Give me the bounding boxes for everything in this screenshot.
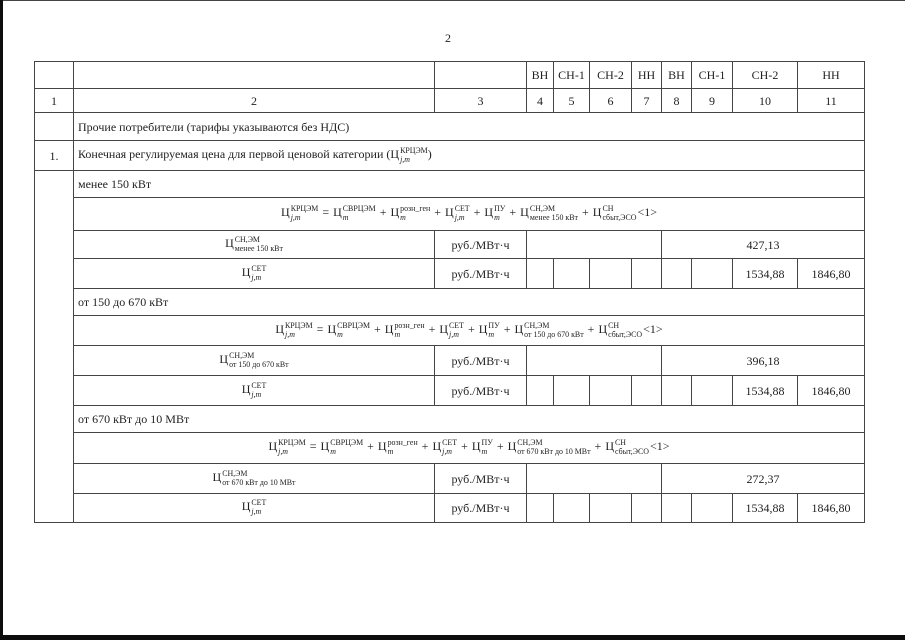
symbol-base: Ц <box>484 205 494 220</box>
sn-em-unit: руб./МВт·ч <box>435 346 527 376</box>
formula-operator: + <box>421 439 429 454</box>
symbol-superscript: СЕТ <box>442 438 458 448</box>
symbol-superscript: ПУ <box>488 320 500 330</box>
formula-expression <box>268 438 670 457</box>
formula-term <box>384 320 425 339</box>
column-number-cell: 8 <box>662 89 692 113</box>
set-unit: руб./МВт·ч <box>435 494 527 523</box>
set-unit: руб./МВт·ч <box>435 259 527 289</box>
symbol-indices <box>343 205 376 223</box>
symbol-subscript: j,m <box>251 389 262 399</box>
formula-term <box>592 204 637 223</box>
group-title: Прочие потребители (тарифы указываются без НДС) <box>74 113 865 141</box>
symbol-subscript: от 670 кВт до 10 МВт <box>517 447 591 457</box>
symbol-indices <box>229 352 288 370</box>
symbol-base: Ц <box>333 205 342 220</box>
symbol-base: Ц <box>275 321 285 336</box>
set-row <box>35 494 865 523</box>
empty-cell <box>590 376 632 406</box>
symbol-subscript: m <box>481 447 488 457</box>
symbol-subscript: сбыт,ЭСО <box>615 447 649 457</box>
symbol-base: Ц <box>605 439 614 454</box>
column-number-cell: 6 <box>590 89 632 113</box>
symbol-superscript: СВРЦЭМ <box>342 204 376 214</box>
formula-term <box>471 438 493 457</box>
empty-cell <box>632 259 662 289</box>
symbol-base: Ц <box>241 499 251 514</box>
formula-term <box>520 204 578 223</box>
symbol-superscript: розн_ген <box>394 320 425 330</box>
symbol-indices <box>482 439 493 457</box>
symbol-subscript: m <box>400 213 406 223</box>
symbol-subscript: m <box>330 447 336 457</box>
scan-edge-bottom <box>0 635 905 640</box>
page-number: 2 <box>445 31 451 45</box>
column-number-cell: 1 <box>35 89 74 113</box>
empty-cell <box>527 376 554 406</box>
symbol-subscript: j,m <box>251 507 262 517</box>
empty-cell <box>632 494 662 523</box>
symbol-indices <box>494 205 505 223</box>
formula-term <box>320 438 364 457</box>
symbol-superscript: СВРЦЭМ <box>337 320 371 330</box>
column-number-cell: 4 <box>527 89 554 113</box>
symbol-indices <box>394 322 424 340</box>
symbol-base: Ц <box>478 321 488 336</box>
symbol-subscript: m <box>387 447 394 457</box>
formula-expression <box>281 204 657 223</box>
symbol-superscript: СВРЦЭМ <box>330 438 364 448</box>
empty-cell <box>692 494 733 523</box>
sn-em-symbol <box>74 464 435 494</box>
symbol-subscript: j,m <box>278 447 289 457</box>
formula-term <box>268 438 306 457</box>
section-formula-row <box>35 198 865 231</box>
sn-em-value: 427,13 <box>662 231 865 259</box>
section-title-row <box>35 171 865 198</box>
formula-footnote-ref: <1> <box>649 439 670 454</box>
symbol-indices <box>615 439 649 457</box>
section-title-row <box>35 406 865 433</box>
header-voltage-cell: НН <box>632 62 662 89</box>
formula-term <box>507 438 591 457</box>
column-number-cell: 7 <box>632 89 662 113</box>
symbol-base: Ц <box>268 439 278 454</box>
symbol-subscript: от 150 до 670 кВт <box>229 359 289 369</box>
symbol-subscript: от 670 кВт до 10 МВт <box>222 477 296 487</box>
set-value-col-10: 1534,88 <box>733 494 798 523</box>
set-value-col-11: 1846,80 <box>798 494 865 523</box>
set-value-col-11: 1846,80 <box>798 376 865 406</box>
symbol-subscript: j,m <box>251 272 262 282</box>
symbol-subscript: j,m <box>400 154 410 164</box>
symbol-subscript: m <box>494 213 500 223</box>
empty-cell <box>662 494 692 523</box>
sn-em-value: 396,18 <box>662 346 865 376</box>
symbol-subscript: m <box>488 329 495 339</box>
item-number: 1. <box>35 141 74 171</box>
symbol-base: Ц <box>241 264 251 279</box>
column-number-cell: 11 <box>798 89 865 113</box>
sn-em-symbol <box>74 231 435 259</box>
section-formula-row <box>35 433 865 464</box>
section-formula <box>74 316 865 346</box>
symbol-base: Ц <box>225 235 234 250</box>
formula-operator: = <box>322 205 330 220</box>
symbol-superscript: ПУ <box>494 204 506 214</box>
formula-operator: + <box>594 439 602 454</box>
symbol-indices <box>251 265 266 283</box>
symbol-superscript: розн_ген <box>400 204 431 214</box>
formula-operator: + <box>428 321 436 336</box>
formula-operator: + <box>473 205 481 220</box>
empty-cell <box>632 376 662 406</box>
symbol-superscript: КРЦЭМ <box>285 320 313 330</box>
symbol-base: Ц <box>598 321 608 336</box>
symbol-base: Ц <box>445 205 454 220</box>
empty-cell <box>527 231 662 259</box>
section-title-row <box>35 289 865 316</box>
empty-cell <box>590 259 632 289</box>
symbol-base: Ц <box>520 205 529 220</box>
formula-term <box>327 320 371 339</box>
formula-term <box>275 320 313 339</box>
symbol-base: Ц <box>471 439 481 454</box>
column-number-cell: 3 <box>435 89 527 113</box>
symbol-subscript: сбыт,ЭСО <box>608 329 643 339</box>
column-number-cell: 9 <box>692 89 733 113</box>
header-voltage-cell: НН <box>798 62 865 89</box>
item-title-symbol <box>390 145 428 164</box>
section-formula <box>74 198 865 231</box>
formula-term <box>484 204 506 223</box>
empty-cell <box>35 62 74 89</box>
symbol <box>241 263 267 282</box>
formula-term <box>439 320 464 339</box>
symbol <box>241 498 267 517</box>
empty-cell <box>74 62 435 89</box>
symbol-indices <box>388 439 418 457</box>
symbol-base: Ц <box>390 146 400 161</box>
symbol-indices <box>400 205 430 223</box>
formula-operator: + <box>582 205 589 220</box>
symbol-superscript: КРЦЭМ <box>400 145 428 155</box>
symbol-base: Ц <box>320 439 330 454</box>
set-value-col-10: 1534,88 <box>733 259 798 289</box>
symbol-superscript: СН,ЭМ <box>229 350 255 360</box>
symbol-superscript: КРЦЭМ <box>290 204 319 214</box>
symbol-indices <box>337 322 370 340</box>
symbol-indices <box>449 322 464 340</box>
column-number-cell: 2 <box>74 89 435 113</box>
symbol-base: Ц <box>212 469 222 484</box>
formula-operator: + <box>367 439 374 454</box>
symbol-base: Ц <box>390 205 400 220</box>
symbol-base: Ц <box>281 205 290 220</box>
set-symbol <box>74 259 435 289</box>
sn-em-unit: руб./МВт·ч <box>435 231 527 259</box>
symbol-superscript: СН,ЭМ <box>517 438 543 448</box>
formula-term <box>333 204 376 223</box>
symbol-subscript: j,m <box>454 213 465 223</box>
empty-cell <box>527 494 554 523</box>
header-voltage-cell: СН-2 <box>733 62 798 89</box>
column-number-cell: 5 <box>554 89 590 113</box>
symbol-superscript: СН,ЭМ <box>234 234 260 244</box>
empty-cell <box>527 259 554 289</box>
set-symbol <box>74 376 435 406</box>
symbol-subscript: сбыт,ЭСО <box>602 213 637 223</box>
section-title: менее 150 кВт <box>74 171 865 198</box>
symbol-indices <box>222 470 295 488</box>
symbol-indices <box>285 322 313 340</box>
sn-em-row <box>35 464 865 494</box>
formula-footnote-ref: <1> <box>643 321 663 336</box>
column-number-cell: 10 <box>733 89 798 113</box>
symbol-subscript: от 150 до 670 кВт <box>524 329 584 339</box>
section-title: от 150 до 670 кВт <box>74 289 865 316</box>
formula-operator: + <box>496 439 504 454</box>
symbol <box>225 234 283 253</box>
symbol-subscript: менее 150 кВт <box>234 243 283 253</box>
symbol-indices <box>251 382 266 400</box>
symbol-superscript: СН,ЭМ <box>529 204 556 214</box>
symbol-superscript: СЕТ <box>251 498 267 508</box>
set-symbol <box>74 494 435 523</box>
formula-operator: = <box>316 321 324 336</box>
header-voltage-cell: СН-1 <box>692 62 733 89</box>
symbol-indices <box>524 322 583 340</box>
set-row <box>35 376 865 406</box>
symbol-indices <box>291 205 319 223</box>
empty-cell <box>662 376 692 406</box>
symbol-subscript: j,m <box>285 329 295 339</box>
symbol-subscript: m <box>342 213 349 223</box>
symbol-superscript: СЕТ <box>251 380 267 390</box>
symbol-subscript: m <box>337 329 343 339</box>
header-voltage-cell: ВН <box>527 62 554 89</box>
symbol-indices <box>235 236 283 254</box>
set-row <box>35 259 865 289</box>
formula-operator: + <box>503 321 511 336</box>
symbol-base: Ц <box>514 321 524 336</box>
formula-term <box>598 320 643 339</box>
header-voltage-cell: СН-1 <box>554 62 590 89</box>
symbol-indices <box>488 322 499 340</box>
formula-operator: + <box>509 205 517 220</box>
set-value-col-11: 1846,80 <box>798 259 865 289</box>
empty-cell <box>590 494 632 523</box>
formula-operator: + <box>461 439 468 454</box>
formula-expression <box>275 320 663 339</box>
symbol-superscript: ПУ <box>481 438 493 448</box>
symbol-superscript: розн_ген <box>387 438 418 448</box>
set-value-col-10: 1534,88 <box>733 376 798 406</box>
section-title: от 670 кВт до 10 МВт <box>74 406 865 433</box>
symbol-indices <box>455 205 470 223</box>
section-formula <box>74 433 865 464</box>
symbol-base: Ц <box>384 321 394 336</box>
empty-cell <box>435 62 527 89</box>
symbol-indices <box>608 322 642 340</box>
formula-term <box>432 438 458 457</box>
symbol-subscript: j,m <box>442 447 453 457</box>
formula-operator: + <box>467 321 475 336</box>
symbol-indices <box>602 205 636 223</box>
header-voltage-cell: ВН <box>662 62 692 89</box>
symbol <box>212 468 296 487</box>
symbol-base: Ц <box>507 439 517 454</box>
empty-cell <box>35 113 74 141</box>
header-row-column-numbers <box>35 89 865 113</box>
sn-em-row <box>35 231 865 259</box>
empty-cell <box>554 259 590 289</box>
symbol-superscript: СН <box>615 438 626 448</box>
symbol-superscript: СН,ЭМ <box>222 468 248 478</box>
symbol-base: Ц <box>327 321 337 336</box>
empty-cell <box>662 259 692 289</box>
item-title-prefix: Конечная регулируемая цена для первой ценовой категории ( <box>78 146 391 161</box>
formula-term <box>390 204 431 223</box>
symbol-base: Ц <box>219 351 229 366</box>
sn-em-row <box>35 346 865 376</box>
symbol-superscript: СН <box>602 204 614 214</box>
symbol-superscript: СЕТ <box>449 320 464 330</box>
symbol <box>219 350 289 369</box>
symbol <box>241 380 267 399</box>
formula-operator: + <box>374 321 381 336</box>
formula-footnote-ref: <1> <box>637 205 657 220</box>
item-title-suffix: ) <box>427 146 432 161</box>
formula-term <box>377 438 418 457</box>
formula-term <box>514 320 584 339</box>
empty-cell <box>692 376 733 406</box>
sn-em-symbol <box>74 346 435 376</box>
empty-cell <box>554 376 590 406</box>
section-formula-row <box>35 316 865 346</box>
symbol-superscript: СН <box>608 320 620 330</box>
empty-cell <box>527 346 662 376</box>
header-row-voltage-levels <box>35 62 865 89</box>
formula-term <box>281 204 319 223</box>
symbol-indices <box>400 147 428 165</box>
symbol-subscript: j,m <box>290 213 301 223</box>
sn-em-unit: руб./МВт·ч <box>435 464 527 494</box>
empty-cell <box>692 259 733 289</box>
symbol-superscript: СЕТ <box>454 204 470 214</box>
symbol-indices <box>330 439 363 457</box>
symbol-base: Ц <box>432 439 442 454</box>
symbol-base: Ц <box>241 381 251 396</box>
group-title-row <box>35 113 865 141</box>
symbol-indices <box>530 205 578 223</box>
symbol-indices <box>278 439 306 457</box>
formula-operator: + <box>379 205 387 220</box>
symbol-indices <box>442 439 457 457</box>
symbol-base: Ц <box>377 439 387 454</box>
formula-term <box>605 438 649 457</box>
symbol-superscript: КРЦЭМ <box>278 438 306 448</box>
set-unit: руб./МВт·ч <box>435 376 527 406</box>
symbol-indices <box>251 499 266 517</box>
scan-edge-top <box>0 0 905 1</box>
formula-term <box>478 320 500 339</box>
merged-row-number-cell <box>35 171 74 523</box>
formula-term <box>445 204 470 223</box>
item-title-row <box>35 141 865 171</box>
formula-operator: = <box>309 439 317 454</box>
symbol-base: Ц <box>439 321 449 336</box>
symbol-superscript: СЕТ <box>251 263 267 273</box>
sn-em-value: 272,37 <box>662 464 865 494</box>
symbol-subscript: j,m <box>449 329 459 339</box>
empty-cell <box>527 464 662 494</box>
header-voltage-cell: СН-2 <box>590 62 632 89</box>
formula-operator: + <box>434 205 442 220</box>
formula-operator: + <box>587 321 595 336</box>
tariff-table <box>34 61 865 523</box>
scan-edge-left <box>0 0 3 640</box>
symbol-subscript: m <box>394 329 401 339</box>
empty-cell <box>554 494 590 523</box>
symbol-superscript: СН,ЭМ <box>524 320 550 330</box>
item-title <box>74 141 865 171</box>
symbol-indices <box>517 439 590 457</box>
symbol-subscript: менее 150 кВт <box>529 213 578 223</box>
symbol-base: Ц <box>592 205 602 220</box>
